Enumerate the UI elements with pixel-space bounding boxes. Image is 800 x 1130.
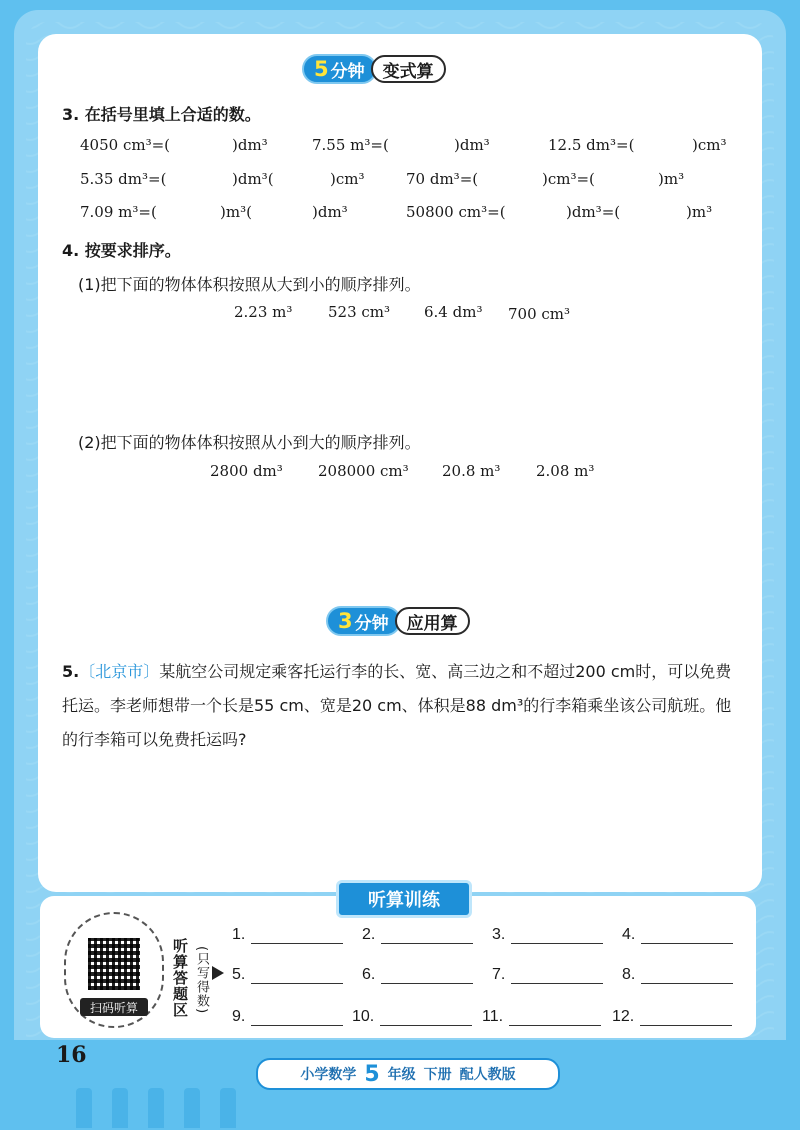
q4-p1-v3: 6.4 dm³ <box>424 303 483 321</box>
answer-11[interactable] <box>482 1008 601 1026</box>
answer-line[interactable] <box>381 969 473 984</box>
time-number-2: 3 <box>338 609 353 633</box>
answer-line[interactable] <box>641 969 733 984</box>
answer-label: 1. <box>232 926 246 943</box>
answer-line[interactable] <box>381 929 473 944</box>
listening-title: 听算训练 <box>336 880 472 918</box>
answer-label: 11. <box>482 1008 504 1025</box>
answer-line[interactable] <box>251 969 343 984</box>
answer-label: 7. <box>492 966 506 983</box>
answer-7[interactable] <box>492 966 603 984</box>
answer-1[interactable] <box>232 926 343 944</box>
question-5 <box>62 655 742 757</box>
footer-term: 下册 <box>423 1067 452 1083</box>
q3-r3-f: )m³ <box>686 203 713 221</box>
q3-r2-e: )cm³=( <box>542 170 595 188</box>
listening-note: (只写得数) <box>194 946 209 1015</box>
answer-9[interactable] <box>232 1008 343 1026</box>
question-4-title: 4. 按要求排序。 <box>62 241 181 260</box>
answer-label: 6. <box>362 966 376 983</box>
q3-r3-d: 50800 cm³=( <box>406 203 506 221</box>
answer-12[interactable] <box>612 1008 732 1026</box>
q3-r3-e: )dm³=( <box>566 203 621 221</box>
answer-4[interactable] <box>622 926 733 944</box>
q3-r3-c: )dm³ <box>312 203 348 221</box>
qr-label: 扫码听算 <box>80 998 148 1016</box>
qr-code-icon[interactable] <box>88 938 140 990</box>
q4-p1-v2: 523 cm³ <box>328 303 391 321</box>
answer-line[interactable] <box>641 929 733 944</box>
answer-line[interactable] <box>511 929 603 944</box>
time-pill <box>302 54 377 84</box>
answer-label: 3. <box>492 926 506 943</box>
page-tab <box>148 1088 164 1128</box>
footer-edition: 配人教版 <box>459 1067 516 1083</box>
page-tab <box>76 1088 92 1128</box>
answer-label: 12. <box>612 1008 635 1025</box>
section-badge-bianshisuan <box>302 54 446 84</box>
q4-part-2-text: (2)把下面的物体体积按照从小到大的顺序排列。 <box>78 433 421 452</box>
q4-p2-v1: 2800 dm³ <box>210 462 283 480</box>
q5-number: 5. <box>62 662 80 681</box>
q3-r1-e: 12.5 dm³=( <box>548 136 635 154</box>
page-tab <box>220 1088 236 1128</box>
time-pill-2 <box>326 606 401 636</box>
answer-label: 2. <box>362 926 376 943</box>
answer-8[interactable] <box>622 966 733 984</box>
answer-2[interactable] <box>362 926 473 944</box>
footer-grade: 5 <box>364 1061 380 1087</box>
section-name: 变式算 <box>371 55 446 83</box>
q3-r1-c: 7.55 m³=( <box>312 136 389 154</box>
answer-label: 8. <box>622 966 636 983</box>
q3-r2-d: 70 dm³=( <box>406 170 479 188</box>
time-number: 5 <box>314 57 329 81</box>
q3-r2-b: )dm³( <box>232 170 274 188</box>
q3-r2-a: 5.35 dm³=( <box>80 170 167 188</box>
time-unit-2: 分钟 <box>354 613 389 634</box>
answer-3[interactable] <box>492 926 603 944</box>
listening-area-label: 听算答题区 <box>171 938 189 1018</box>
footer-subject: 小学数学 <box>300 1067 357 1083</box>
answer-label: 5. <box>232 966 246 983</box>
page-tab <box>184 1088 200 1128</box>
q3-r2-c: )cm³ <box>330 170 365 188</box>
q5-region-tag: 〔北京市〕 <box>79 662 160 681</box>
q4-p2-v4: 2.08 m³ <box>536 462 595 480</box>
answer-label: 4. <box>622 926 636 943</box>
q4-part-1-text: (1)把下面的物体体积按照从大到小的顺序排列。 <box>78 275 421 294</box>
time-unit: 分钟 <box>330 61 365 82</box>
answer-line[interactable] <box>251 929 343 944</box>
q3-r1-f: )cm³ <box>692 136 727 154</box>
footer-grade-unit: 年级 <box>387 1067 416 1083</box>
q3-r1-b: )dm³ <box>232 136 268 154</box>
answer-10[interactable] <box>352 1008 472 1026</box>
q3-r2-f: )m³ <box>658 170 685 188</box>
answer-6[interactable] <box>362 966 473 984</box>
q3-r1-d: )dm³ <box>454 136 490 154</box>
answer-line[interactable] <box>251 1011 343 1026</box>
section-badge-yingyongsuan <box>326 606 470 636</box>
footer-banner <box>256 1058 560 1090</box>
q4-p2-v2: 208000 cm³ <box>318 462 409 480</box>
page-tab <box>112 1088 128 1128</box>
answer-label: 9. <box>232 1008 246 1025</box>
answer-line[interactable] <box>380 1011 472 1026</box>
play-arrow-icon <box>212 966 224 980</box>
q4-p2-v3: 20.8 m³ <box>442 462 501 480</box>
q3-r3-a: 7.09 m³=( <box>80 203 157 221</box>
q5-text: 某航空公司规定乘客托运行李的长、宽、高三边之和不超过200 cm时，可以免费托运。李老师想带一个长是55 cm、宽是20 cm、体积是88 dm³的行李箱乘坐该公司航班。他的行李箱可以免费托运吗? <box>62 662 732 749</box>
answer-label: 10. <box>352 1008 375 1025</box>
q4-p1-v4: 700 cm³ <box>508 305 571 323</box>
page-number: 16 <box>56 1042 87 1068</box>
answer-line[interactable] <box>511 969 603 984</box>
question-3-title: 3. 在括号里填上合适的数。 <box>62 105 261 124</box>
q4-p1-v1: 2.23 m³ <box>234 303 293 321</box>
answer-line[interactable] <box>640 1011 732 1026</box>
q3-r1-a: 4050 cm³=( <box>80 136 170 154</box>
section-name-2: 应用算 <box>395 607 470 635</box>
answer-5[interactable] <box>232 966 343 984</box>
q3-r3-b: )m³( <box>220 203 252 221</box>
answer-line[interactable] <box>509 1011 601 1026</box>
